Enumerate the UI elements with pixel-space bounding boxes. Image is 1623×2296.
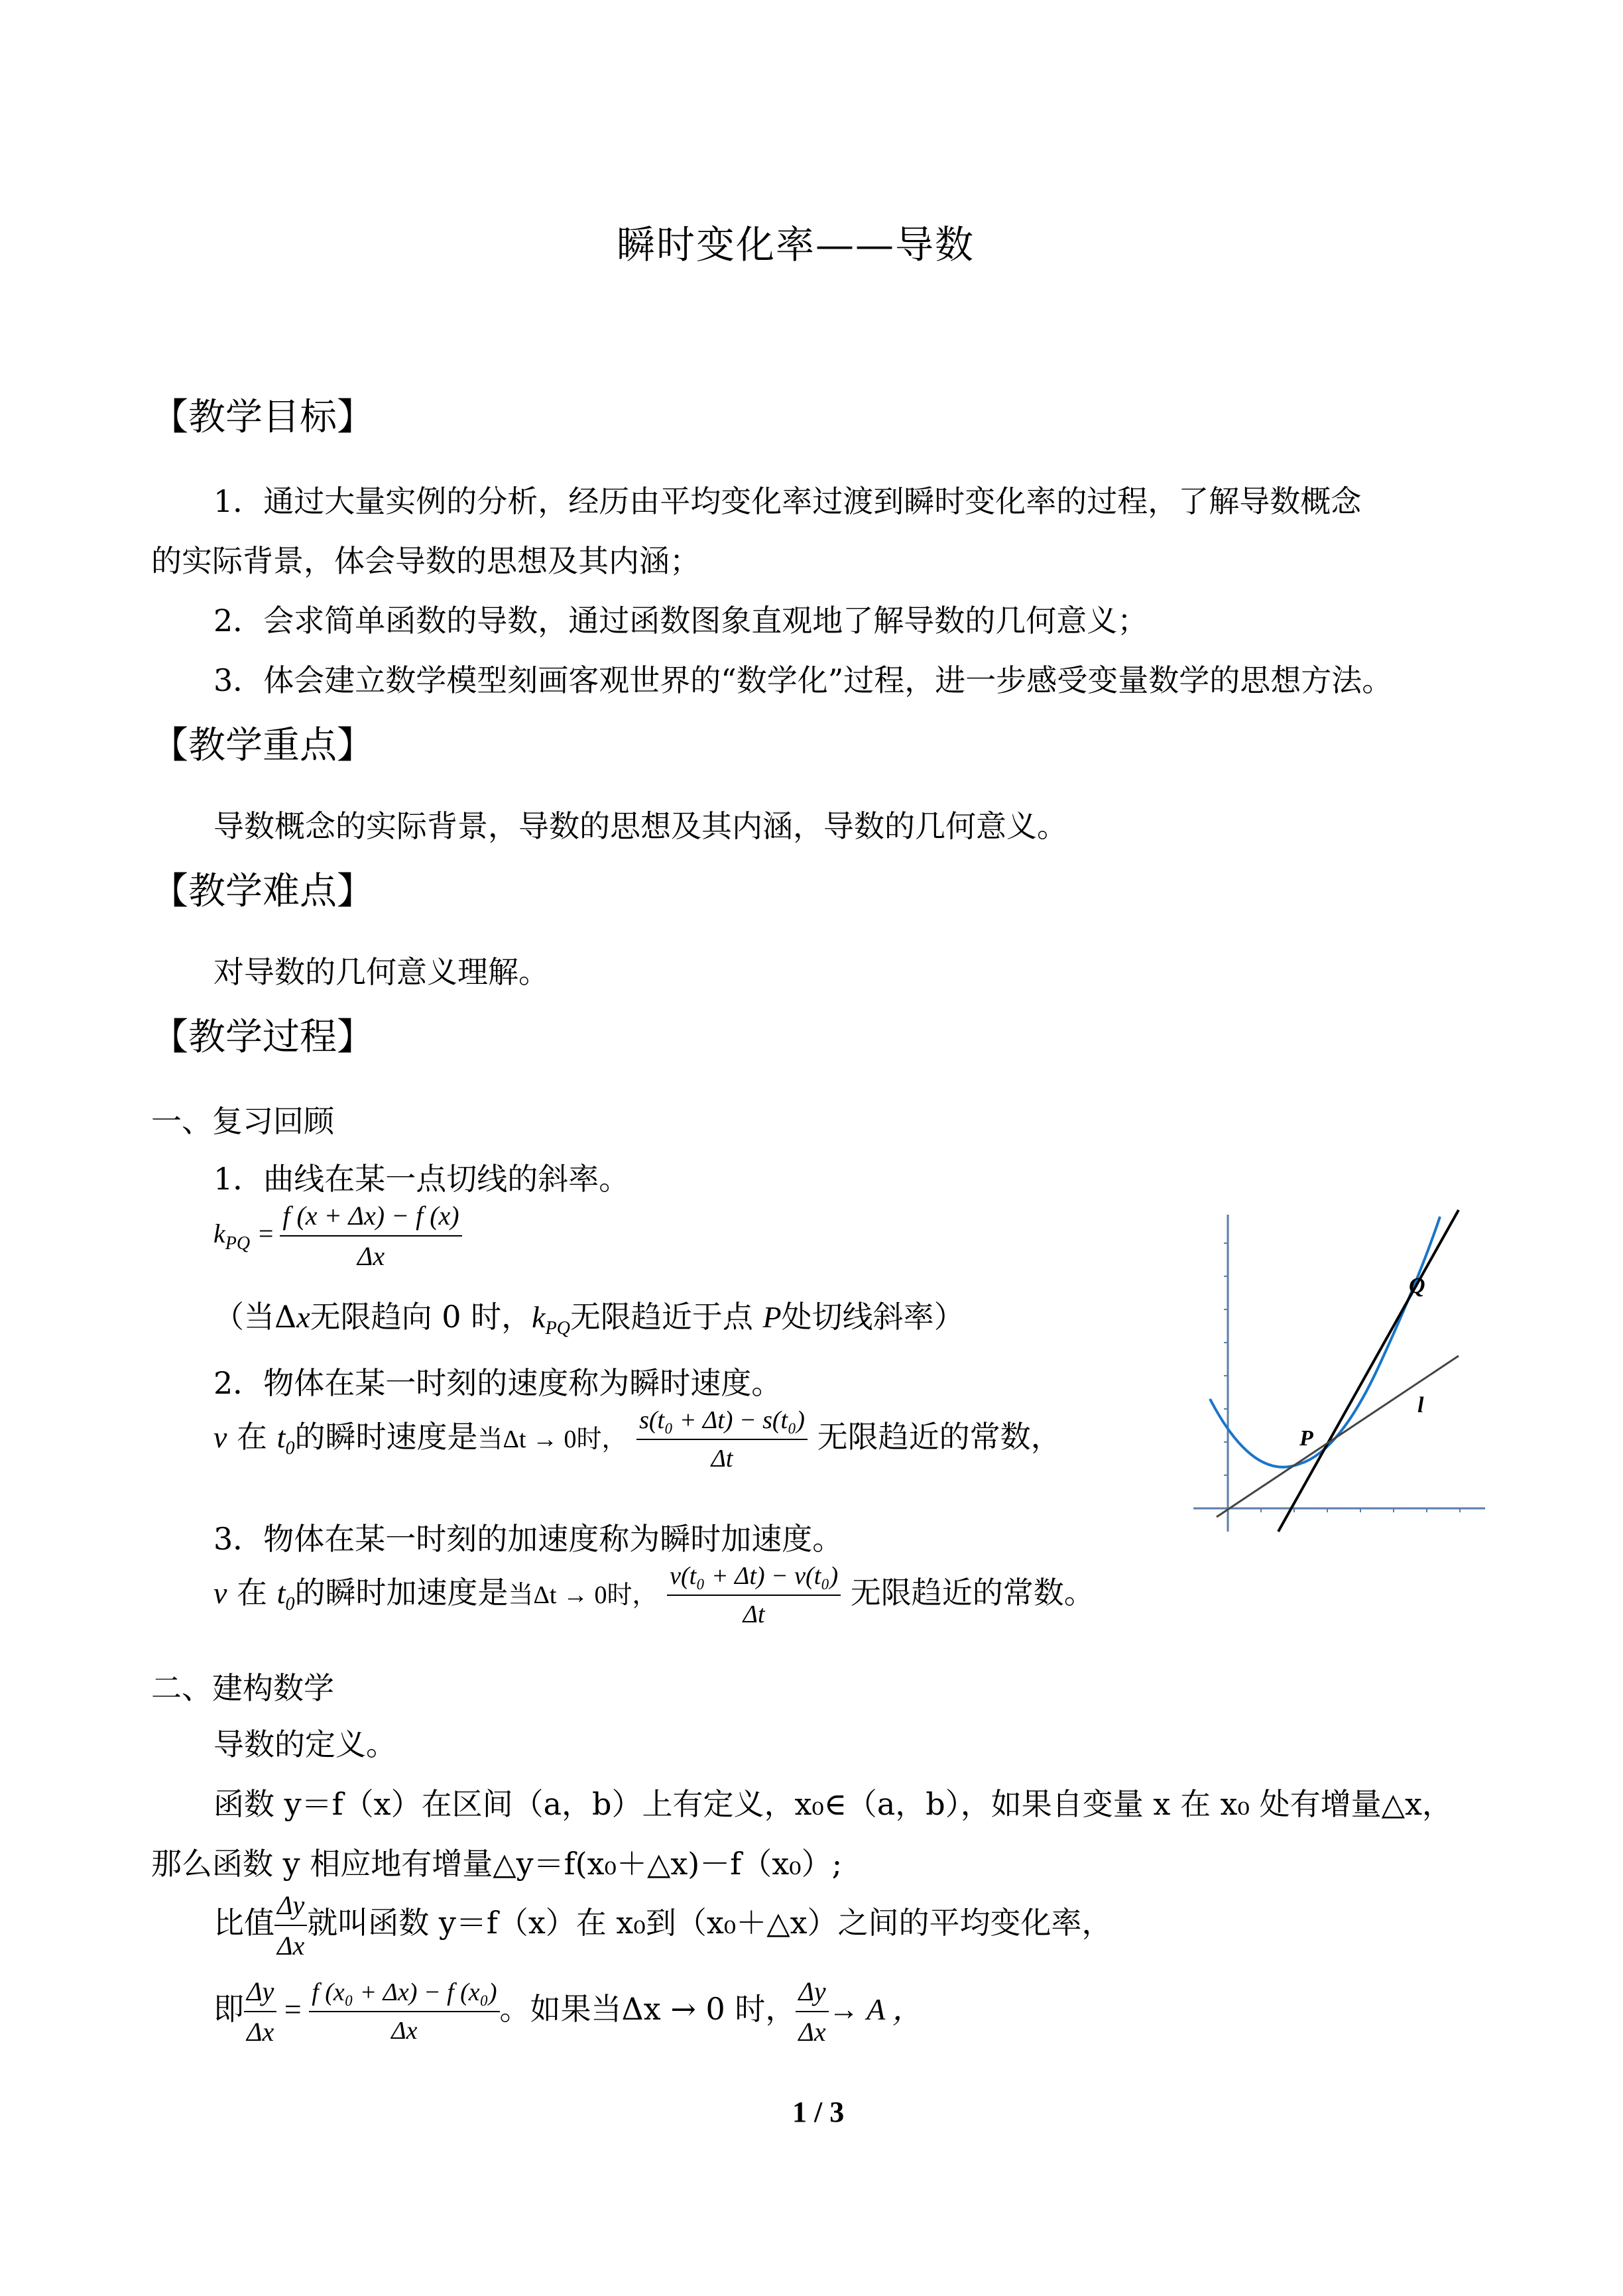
note-end: 处切线斜率） bbox=[781, 1299, 965, 1335]
speed-end: 无限趋近的常数， bbox=[817, 1419, 1061, 1455]
curve bbox=[1210, 1217, 1440, 1467]
ie-rhs-numerator: f (x₀ + Δx) − f (x₀) bbox=[309, 1978, 499, 2012]
objective-2: 2．会求简单函数的导数，通过函数图象直观地了解导数的几何意义； bbox=[213, 603, 1148, 638]
ie-equals: = bbox=[276, 1992, 310, 2026]
in-text: 在 bbox=[237, 1419, 268, 1455]
note-mid: 无限趋向 0 时， bbox=[310, 1299, 532, 1335]
accel-denominator: Δt bbox=[743, 1601, 765, 1628]
note-p: P bbox=[762, 1300, 782, 1334]
note-x: x bbox=[296, 1300, 310, 1334]
accel-end: 无限趋近的常数。 bbox=[850, 1575, 1095, 1610]
t-symbol: t bbox=[276, 1420, 286, 1454]
note-k: k bbox=[532, 1300, 546, 1334]
v-symbol-2: v bbox=[213, 1576, 227, 1610]
ie-rhs-fraction bbox=[309, 1978, 499, 2045]
ie-limit-numerator: Δy bbox=[796, 1976, 828, 2012]
kpq-fraction bbox=[280, 1200, 461, 1272]
speed-numerator: s(t₀ + Δt) − s(t₀) bbox=[636, 1406, 808, 1440]
note-mid2: 无限趋近于点 bbox=[570, 1299, 763, 1335]
review-title: 一、复习回顾 bbox=[151, 1103, 334, 1139]
kpq-numerator: f (x + Δx) − f (x) bbox=[280, 1200, 461, 1237]
tangent-figure bbox=[1180, 1207, 1485, 1538]
speed-denominator: Δt bbox=[711, 1445, 733, 1473]
tangent-line bbox=[1217, 1356, 1459, 1517]
ratio-line bbox=[213, 1890, 1112, 1961]
accel-when: 当Δt → 0时， bbox=[508, 1581, 658, 1609]
ratio-numerator: Δy bbox=[274, 1890, 307, 1926]
speed-text: 的瞬时速度是 bbox=[294, 1419, 478, 1455]
review-item-3: 3．物体在某一时刻的加速度称为瞬时加速度。 bbox=[213, 1521, 843, 1557]
ratio-denominator: Δx bbox=[277, 1931, 305, 1961]
review-item-2: 2．物体在某一时刻的速度称为瞬时速度。 bbox=[213, 1365, 782, 1401]
page-title: 瞬时变化率——导数 bbox=[617, 222, 975, 267]
kpq-denominator: Δx bbox=[357, 1241, 385, 1271]
accel-fraction bbox=[667, 1561, 841, 1629]
ie-lhs-denominator: Δx bbox=[247, 2017, 274, 2047]
construct-title: 二、建构数学 bbox=[151, 1670, 334, 1706]
ratio-fraction bbox=[274, 1890, 307, 1961]
speed-line bbox=[213, 1406, 1061, 1473]
accel-line bbox=[213, 1561, 1095, 1629]
process-heading: 【教学过程】 bbox=[151, 1016, 374, 1059]
ie-limit-denominator: Δx bbox=[798, 2017, 826, 2047]
objective-1-line1: 1．通过大量实例的分析，经历由平均变化率过渡到瞬时变化率的过程，了解导数概念 bbox=[213, 483, 1362, 519]
def-line-1: 函数 y＝f（x）在区间（a，b）上有定义，x₀∈（a，b），如果自变量 x 在 x₀ 处有增量△x， bbox=[213, 1786, 1453, 1822]
key-points-heading: 【教学重点】 bbox=[151, 724, 374, 767]
label-q: Q bbox=[1409, 1274, 1425, 1298]
t-sub: 0 bbox=[285, 1438, 295, 1459]
ie-lhs-fraction bbox=[244, 1976, 276, 2047]
ie-limit-fraction bbox=[796, 1976, 828, 2047]
t-symbol-2: t bbox=[276, 1576, 286, 1610]
ratio-prefix: 比值 bbox=[213, 1905, 274, 1941]
speed-when: 当Δt → 0时， bbox=[477, 1425, 627, 1453]
ie-prefix: 即 bbox=[213, 1991, 244, 2027]
ie-text: 。如果当Δx → 0 时， bbox=[499, 1991, 796, 2027]
objective-3: 3．体会建立数学模型刻画客观世界的“数学化”过程，进一步感受变量数学的思想方法。 bbox=[213, 662, 1393, 698]
kpq-equals: = bbox=[258, 1219, 280, 1248]
in-text-2: 在 bbox=[237, 1575, 268, 1610]
ie-arrow-a: → A ， bbox=[828, 1992, 923, 2026]
ratio-text: 就叫函数 y＝f（x）在 x₀到（x₀＋△x）之间的平均变化率， bbox=[307, 1905, 1112, 1941]
ie-line bbox=[213, 1976, 923, 2047]
page-number: 1 / 3 bbox=[792, 2096, 845, 2128]
def-title: 导数的定义。 bbox=[213, 1726, 396, 1762]
kpq-note bbox=[213, 1293, 965, 1339]
accel-text: 的瞬时加速度是 bbox=[294, 1575, 509, 1610]
difficulties-heading: 【教学难点】 bbox=[151, 870, 374, 913]
note-ksub: PQ bbox=[545, 1318, 570, 1339]
v-symbol: v bbox=[213, 1420, 227, 1454]
note-prefix: （当Δ bbox=[213, 1299, 297, 1335]
ie-rhs-denominator: Δx bbox=[391, 2017, 418, 2045]
def-line-2: 那么函数 y 相应地有增量△y＝f(x₀＋△x)－f（x₀）; bbox=[151, 1846, 843, 1882]
kpq-formula bbox=[213, 1200, 462, 1272]
kpq-symbol: k bbox=[213, 1219, 225, 1248]
difficulties-text: 对导数的几何意义理解。 bbox=[213, 954, 549, 990]
key-points-text: 导数概念的实际背景，导数的思想及其内涵，导数的几何意义。 bbox=[213, 808, 1067, 844]
kpq-subscript: PQ bbox=[225, 1233, 251, 1254]
review-item-1: 1．曲线在某一点切线的斜率。 bbox=[213, 1161, 630, 1197]
objective-1-line2: 的实际背景，体会导数的思想及其内涵； bbox=[151, 543, 700, 579]
secant-line bbox=[1278, 1210, 1459, 1532]
objectives-heading: 【教学目标】 bbox=[151, 396, 374, 439]
accel-numerator: v(t₀ + Δt) − v(t₀) bbox=[667, 1561, 841, 1596]
speed-fraction bbox=[636, 1406, 808, 1473]
label-l: l bbox=[1417, 1393, 1424, 1418]
t-sub-2: 0 bbox=[285, 1594, 295, 1614]
label-p: P bbox=[1299, 1426, 1313, 1451]
ie-lhs-numerator: Δy bbox=[244, 1976, 276, 2012]
